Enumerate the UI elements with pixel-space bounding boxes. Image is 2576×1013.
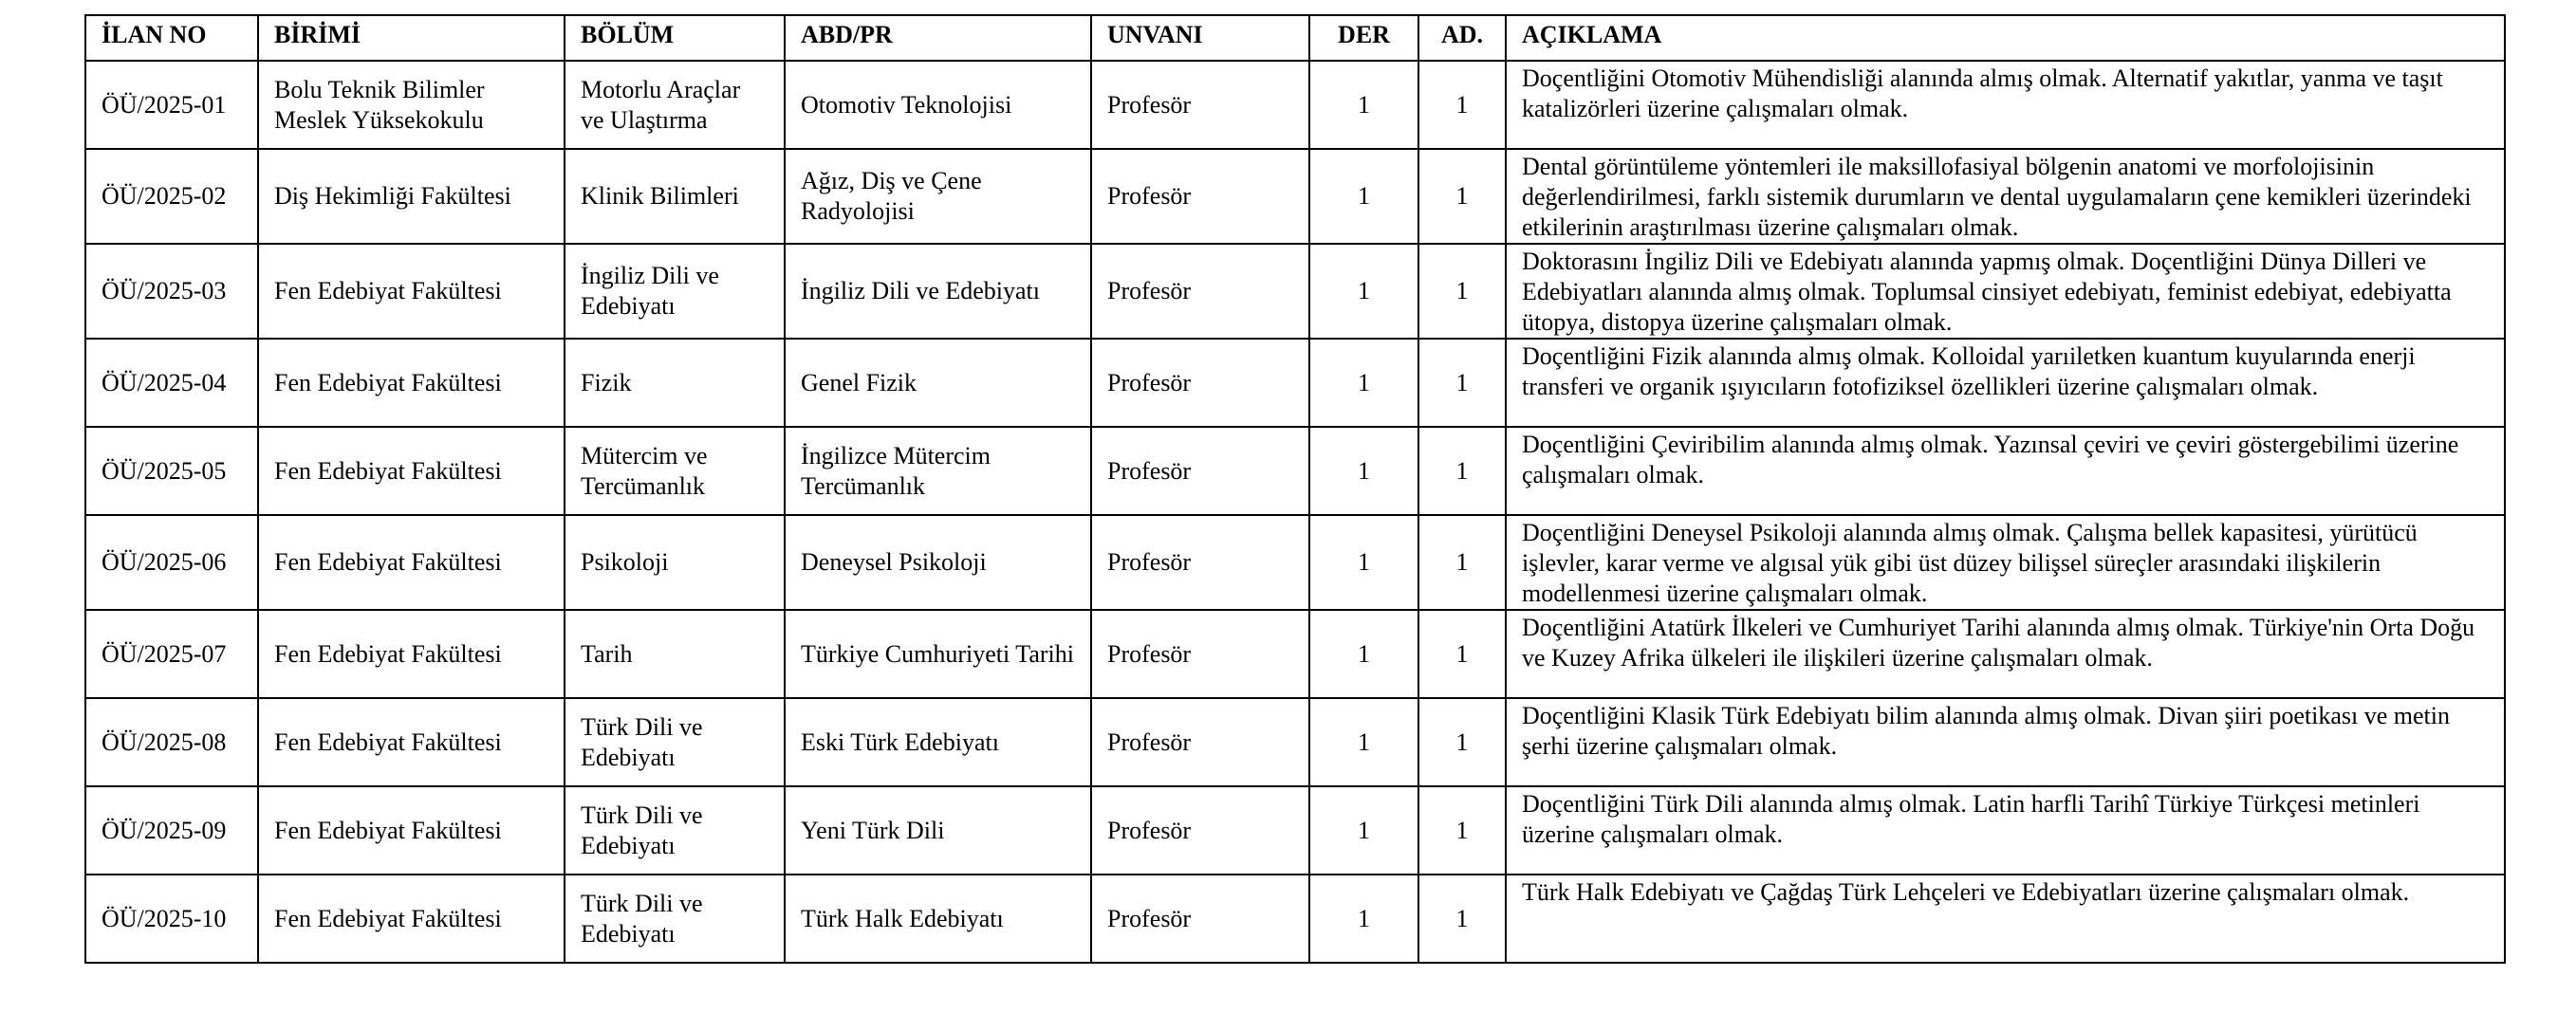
cell-ad: 1: [1418, 61, 1506, 149]
cell-unvani: Profesör: [1091, 149, 1309, 244]
cell-aciklama: Doktorasını İngiliz Dili ve Edebiyatı alanında yapmış olmak. Doçentliğini Dünya Dilleri ve Edebiyatları alanında almış olmak. Toplumsal cinsiyet edebiyatı, feminist edebiyat, edebiyatta ütopya, distopya üzerine çalışmaları olmak.: [1506, 244, 2505, 339]
cell-abd-pr: Türkiye Cumhuriyeti Tarihi: [785, 610, 1091, 698]
cell-der: 1: [1309, 786, 1418, 875]
cell-ilan-no: ÖÜ/2025-10: [85, 875, 258, 963]
cell-der: 1: [1309, 61, 1418, 149]
cell-aciklama: Dental görüntüleme yöntemleri ile maksillofasiyal bölgenin anatomi ve morfolojisinin değerlendirilmesi, farklı sistemik durumların ve dental uygulamaların çene kemikleri üzerindeki etkilerinin araştırılması üzerine çalışmaları olmak.: [1506, 149, 2505, 244]
header-der: DER: [1309, 15, 1418, 61]
cell-bolum: Mütercim ve Tercümanlık: [565, 427, 785, 515]
cell-birimi: Fen Edebiyat Fakültesi: [258, 427, 565, 515]
table-body: [85, 61, 2505, 963]
cell-unvani: Profesör: [1091, 427, 1309, 515]
cell-birimi: Fen Edebiyat Fakültesi: [258, 698, 565, 786]
cell-bolum: Türk Dili ve Edebiyatı: [565, 786, 785, 875]
header-aciklama: AÇIKLAMA: [1506, 15, 2505, 61]
cell-der: 1: [1309, 610, 1418, 698]
cell-birimi: Fen Edebiyat Fakültesi: [258, 244, 565, 339]
cell-aciklama: Doçentliğini Fizik alanında almış olmak. Kolloidal yarıiletken kuantum kuyularında enerji transferi ve organik ışıyıcıların fotofiziksel özellikleri üzerine çalışmaları olmak.: [1506, 339, 2505, 427]
cell-unvani: Profesör: [1091, 244, 1309, 339]
table-row: [85, 610, 2505, 698]
cell-der: 1: [1309, 698, 1418, 786]
cell-bolum: İngiliz Dili ve Edebiyatı: [565, 244, 785, 339]
header-abd-pr: ABD/PR: [785, 15, 1091, 61]
cell-unvani: Profesör: [1091, 610, 1309, 698]
cell-ad: 1: [1418, 610, 1506, 698]
cell-der: 1: [1309, 149, 1418, 244]
cell-der: 1: [1309, 875, 1418, 963]
cell-bolum: Klinik Bilimleri: [565, 149, 785, 244]
cell-ad: 1: [1418, 149, 1506, 244]
table-row: [85, 61, 2505, 149]
cell-aciklama: Doçentliğini Klasik Türk Edebiyatı bilim alanında almış olmak. Divan şiiri poetikası ve metin şerhi üzerine çalışmaları olmak.: [1506, 698, 2505, 786]
cell-abd-pr: Genel Fizik: [785, 339, 1091, 427]
cell-ad: 1: [1418, 339, 1506, 427]
cell-abd-pr: Deneysel Psikoloji: [785, 515, 1091, 610]
cell-abd-pr: Yeni Türk Dili: [785, 786, 1091, 875]
cell-birimi: Fen Edebiyat Fakültesi: [258, 786, 565, 875]
cell-bolum: Motorlu Araçlar ve Ulaştırma: [565, 61, 785, 149]
cell-der: 1: [1309, 515, 1418, 610]
cell-ilan-no: ÖÜ/2025-07: [85, 610, 258, 698]
cell-bolum: Psikoloji: [565, 515, 785, 610]
cell-ad: 1: [1418, 244, 1506, 339]
cell-bolum: Türk Dili ve Edebiyatı: [565, 875, 785, 963]
cell-ad: 1: [1418, 875, 1506, 963]
cell-birimi: Fen Edebiyat Fakültesi: [258, 610, 565, 698]
cell-bolum: Fizik: [565, 339, 785, 427]
table-row: [85, 427, 2505, 515]
cell-abd-pr: Türk Halk Edebiyatı: [785, 875, 1091, 963]
cell-ilan-no: ÖÜ/2025-03: [85, 244, 258, 339]
cell-unvani: Profesör: [1091, 339, 1309, 427]
cell-der: 1: [1309, 427, 1418, 515]
cell-unvani: Profesör: [1091, 786, 1309, 875]
cell-birimi: Bolu Teknik Bilimler Meslek Yüksekokulu: [258, 61, 565, 149]
cell-aciklama: Türk Halk Edebiyatı ve Çağdaş Türk Lehçeleri ve Edebiyatları üzerine çalışmaları olmak.: [1506, 875, 2505, 963]
cell-unvani: Profesör: [1091, 875, 1309, 963]
cell-ilan-no: ÖÜ/2025-08: [85, 698, 258, 786]
cell-bolum: Türk Dili ve Edebiyatı: [565, 698, 785, 786]
cell-unvani: Profesör: [1091, 515, 1309, 610]
header-ad: AD.: [1418, 15, 1506, 61]
table-row: [85, 786, 2505, 875]
cell-bolum: Tarih: [565, 610, 785, 698]
cell-aciklama: Doçentliğini Türk Dili alanında almış olmak. Latin harfli Tarihî Türkiye Türkçesi metinleri üzerine çalışmaları olmak.: [1506, 786, 2505, 875]
cell-unvani: Profesör: [1091, 698, 1309, 786]
header-bolum: BÖLÜM: [565, 15, 785, 61]
cell-ad: 1: [1418, 786, 1506, 875]
cell-birimi: Fen Edebiyat Fakültesi: [258, 339, 565, 427]
cell-ilan-no: ÖÜ/2025-06: [85, 515, 258, 610]
cell-birimi: Fen Edebiyat Fakültesi: [258, 875, 565, 963]
header-unvani: UNVANI: [1091, 15, 1309, 61]
cell-abd-pr: Eski Türk Edebiyatı: [785, 698, 1091, 786]
cell-abd-pr: Otomotiv Teknolojisi: [785, 61, 1091, 149]
cell-ilan-no: ÖÜ/2025-05: [85, 427, 258, 515]
job-postings-table: [84, 14, 2506, 964]
cell-der: 1: [1309, 244, 1418, 339]
table-row: [85, 698, 2505, 786]
cell-abd-pr: Ağız, Diş ve Çene Radyolojisi: [785, 149, 1091, 244]
cell-ilan-no: ÖÜ/2025-02: [85, 149, 258, 244]
cell-abd-pr: İngilizce Mütercim Tercümanlık: [785, 427, 1091, 515]
header-ilan-no: İLAN NO: [85, 15, 258, 61]
table-row: [85, 244, 2505, 339]
table-row: [85, 339, 2505, 427]
table-header-row: [85, 15, 2505, 61]
cell-ad: 1: [1418, 427, 1506, 515]
header-birimi: BİRİMİ: [258, 15, 565, 61]
table-row: [85, 149, 2505, 244]
cell-ilan-no: ÖÜ/2025-09: [85, 786, 258, 875]
cell-unvani: Profesör: [1091, 61, 1309, 149]
cell-aciklama: Doçentliğini Çeviribilim alanında almış olmak. Yazınsal çeviri ve çeviri göstergebilimi üzerine çalışmaları olmak.: [1506, 427, 2505, 515]
cell-ilan-no: ÖÜ/2025-04: [85, 339, 258, 427]
cell-der: 1: [1309, 339, 1418, 427]
cell-abd-pr: İngiliz Dili ve Edebiyatı: [785, 244, 1091, 339]
cell-aciklama: Doçentliğini Atatürk İlkeleri ve Cumhuriyet Tarihi alanında almış olmak. Türkiye'nin Orta Doğu ve Kuzey Afrika ülkeleri ile ilişkileri üzerine çalışmaları olmak.: [1506, 610, 2505, 698]
cell-ad: 1: [1418, 515, 1506, 610]
cell-aciklama: Doçentliğini Deneysel Psikoloji alanında almış olmak. Çalışma bellek kapasitesi, yürütücü işlevler, karar verme ve algısal yük gibi üst düzey bilişsel süreçler arasındaki ilişkilerin modellenmesi üzerine çalışmaları olmak.: [1506, 515, 2505, 610]
cell-ad: 1: [1418, 698, 1506, 786]
cell-birimi: Diş Hekimliği Fakültesi: [258, 149, 565, 244]
cell-ilan-no: ÖÜ/2025-01: [85, 61, 258, 149]
table-row: [85, 875, 2505, 963]
cell-birimi: Fen Edebiyat Fakültesi: [258, 515, 565, 610]
table-row: [85, 515, 2505, 610]
cell-aciklama: Doçentliğini Otomotiv Mühendisliği alanında almış olmak. Alternatif yakıtlar, yanma ve taşıt katalizörleri üzerine çalışmaları olmak.: [1506, 61, 2505, 149]
